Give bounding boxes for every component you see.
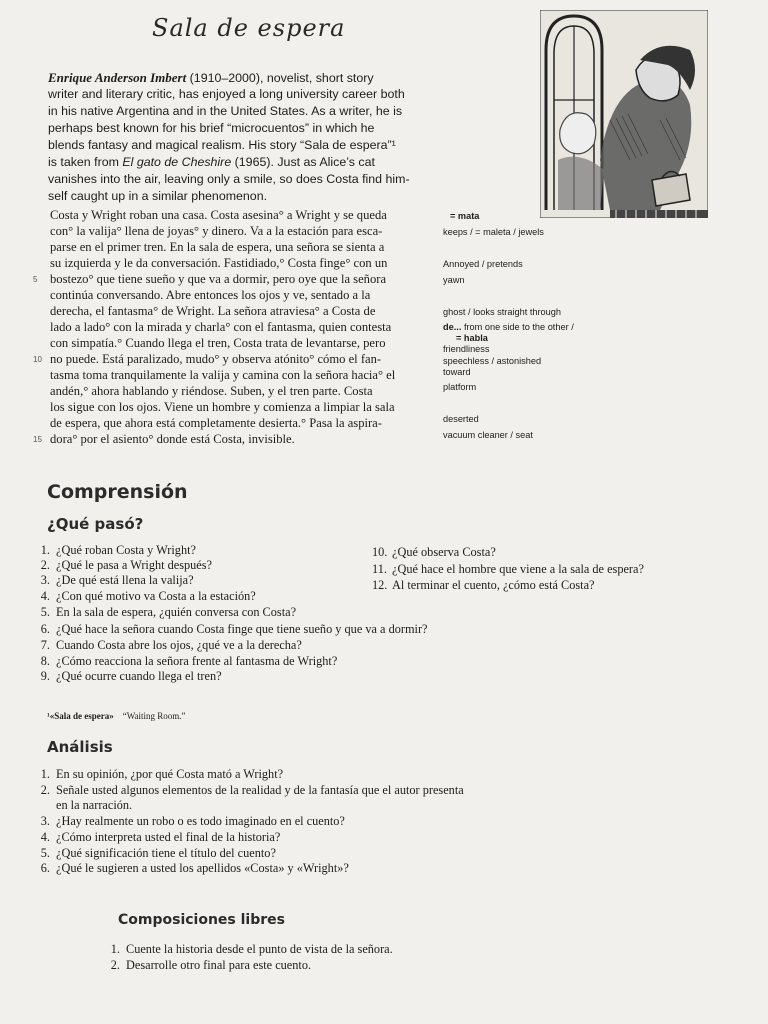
section-heading-comprension: Comprensión (47, 481, 188, 503)
analysis-item: 2. Señale usted algunos elementos de la realidad y de la fantasía que el autor presenta (40, 783, 464, 797)
question-item: 5. En la sala de espera, ¿quién conversa con Costa? (40, 605, 297, 619)
story-line: no puede. Está paralizado, mudo° y observa atónito° cómo el fan- (50, 352, 382, 366)
question-item: 3. ¿De qué está llena la valija? (40, 573, 194, 587)
line-number: 15 (33, 435, 42, 444)
intro-line: blends fantasy and magical realism. His story “Sala de espera”¹ (48, 138, 396, 152)
gloss: deserted (443, 414, 479, 424)
story-line: con simpatía.° Cuando llega el tren, Costa trata de levantarse, pero (50, 336, 386, 350)
analysis-item: 1. En su opinión, ¿por qué Costa mató a Wright? (40, 767, 284, 781)
composition-item: 1. Cuente la historia desde el punto de vista de la señora. (110, 942, 393, 956)
question-item: 1. ¿Qué roban Costa y Wright? (40, 543, 196, 557)
story-line: dora° por el asiento° donde está Costa, invisible. (50, 432, 295, 446)
story-line: bostezo° que tiene sueño y que va a dormir, pero oye que la señora (50, 272, 387, 286)
gloss: ghost / looks straight through (443, 307, 561, 317)
line-number: 10 (33, 355, 42, 364)
gloss: = habla (456, 333, 488, 343)
story-line: andén,° ahora hablando y riéndose. Suben, y el tren parte. Costa (50, 384, 373, 398)
intro-line: self caught up in a similar phenomenon. (48, 189, 268, 203)
intro-line: is taken from El gato de Cheshire (1965). Just as Alice’s cat (48, 155, 375, 169)
gloss: = mata (450, 211, 480, 221)
intro-line: in his native Argentina and in the United States. As a writer, he is (48, 104, 403, 118)
analysis-item: 6. ¿Qué le sugieren a usted los apellidos «Costa» y «Wright»? (40, 861, 349, 875)
question-item: 9. ¿Qué ocurre cuando llega el tren? (40, 669, 222, 683)
story-illustration (540, 10, 708, 218)
question-item: 8. ¿Cómo reacciona la señora frente al fantasma de Wright? (40, 654, 338, 668)
gloss: de... from one side to the other / (443, 322, 574, 332)
story-line: Costa y Wright roban una casa. Costa asesina° a Wright y se queda (50, 208, 387, 222)
story-line: continúa conversando. Abre entonces los ojos y ve, sentado a la (50, 288, 371, 302)
analysis-item: 4. ¿Cómo interpreta usted el final de la historia? (40, 830, 281, 844)
section-heading-analisis: Análisis (47, 738, 113, 756)
gloss: toward (443, 367, 471, 377)
story-line: de espera, que ahora está completamente desierta.° Pasa la aspira- (50, 416, 382, 430)
question-item: 12. Al terminar el cuento, ¿cómo está Costa? (372, 578, 595, 592)
analysis-item: en la narración. (56, 798, 133, 812)
analysis-item: 3. ¿Hay realmente un robo o es todo imaginado en el cuento? (40, 814, 345, 828)
question-item: 7. Cuando Costa abre los ojos, ¿qué ve a la derecha? (40, 638, 302, 652)
story-line: con° la valija° llena de joyas° y dinero. Va a la estación para esca- (50, 224, 383, 238)
story-line: su izquierda y le da conversación. Fastidiado,° Costa finge° con un (50, 256, 388, 270)
footnote: ¹«Sala de espera» “Waiting Room.” (47, 711, 186, 721)
intro-line: writer and literary critic, has enjoyed a long university career both (48, 87, 405, 101)
gloss: speechless / astonished (443, 356, 542, 366)
author-name: Enrique Anderson Imbert (48, 70, 187, 85)
gloss: platform (443, 382, 477, 392)
question-item: 11. ¿Qué hace el hombre que viene a la sala de espera? (372, 562, 644, 576)
story-line: derecha, el fantasma° de Wright. La señora atraviesa° a Costa de (50, 304, 376, 318)
illustration-border-strip (610, 210, 708, 218)
story-line: los sigue con los ojos. Viene un hombre y comienza a limpiar la sala (50, 400, 395, 414)
story-line: tasma toma tranquilamente la valija y camina con la señora hacia° el (50, 368, 396, 382)
page-title: Sala de espera (152, 14, 346, 42)
subheading-que-paso: ¿Qué pasó? (47, 515, 144, 533)
gloss: friendliness (443, 344, 490, 354)
line-number: 5 (33, 275, 38, 284)
composition-item: 2. Desarrolle otro final para este cuento. (110, 958, 312, 972)
story-line: parse en el primer tren. En la sala de espera, una señora se sienta a (50, 240, 385, 254)
section-heading-composiciones: Composiciones libres (118, 912, 285, 928)
question-item: 4. ¿Con qué motivo va Costa a la estación? (40, 589, 256, 603)
gloss: yawn (443, 275, 465, 285)
question-item: 6. ¿Qué hace la señora cuando Costa finge que tiene sueño y que va a dormir? (40, 622, 428, 636)
gloss: Annoyed / pretends (443, 259, 523, 269)
question-item: 2. ¿Qué le pasa a Wright después? (40, 558, 213, 572)
story-line: lado a lado° con la mirada y charla° con el fantasma, quien contesta (50, 320, 392, 334)
intro-line: Enrique Anderson Imbert (1910–2000), novelist, short story (48, 70, 374, 85)
book-title: El gato de Cheshire (122, 155, 232, 169)
analysis-item: 5. ¿Qué significación tiene el título del cuento? (40, 846, 276, 860)
gloss: vacuum cleaner / seat (443, 430, 533, 440)
intro-line: perhaps best known for his brief “microcuentos” in which he (48, 121, 375, 135)
intro-line: vanishes into the air, leaving only a smile, so does Costa find him- (48, 172, 410, 186)
gloss: keeps / = maleta / jewels (443, 227, 544, 237)
question-item: 10. ¿Qué observa Costa? (372, 545, 496, 559)
